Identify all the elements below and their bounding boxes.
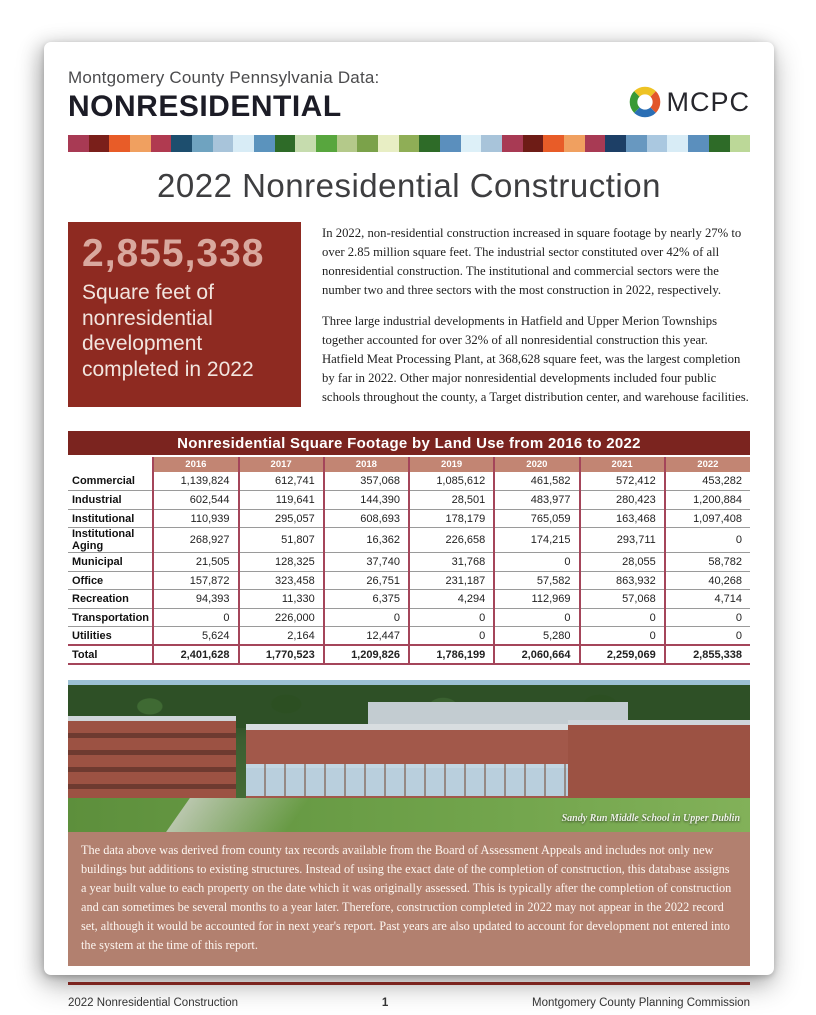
stripe-segment (688, 135, 709, 152)
table-row (68, 528, 750, 553)
value-cell: 4,294 (409, 590, 494, 609)
value-cell: 51,807 (239, 528, 324, 553)
table-row (68, 627, 750, 646)
aerial-school-photo (68, 680, 750, 832)
value-cell: 163,468 (580, 509, 665, 528)
value-cell: 1,200,884 (665, 491, 750, 510)
stat-caption: Square feet of nonresidential development completed in 2022 (82, 281, 254, 381)
value-cell: 57,582 (494, 571, 579, 590)
value-cell: 226,658 (409, 528, 494, 553)
stripe-segment (481, 135, 502, 152)
row-label: Institutional (68, 509, 153, 528)
table-row (68, 608, 750, 627)
value-cell: 0 (409, 608, 494, 627)
stripe-segment (171, 135, 192, 152)
stripe-segment (89, 135, 110, 152)
year-header-cell: 2016 (153, 456, 238, 472)
stripe-segment (667, 135, 688, 152)
row-label: Office (68, 571, 153, 590)
value-cell: 2,259,069 (580, 645, 665, 664)
value-cell: 58,782 (665, 553, 750, 572)
year-header-cell: 2017 (239, 456, 324, 472)
table-body (68, 472, 750, 664)
page-footer (68, 997, 750, 1009)
value-cell: 1,097,408 (665, 509, 750, 528)
table-row (68, 491, 750, 510)
stripe-segment (502, 135, 523, 152)
value-cell: 461,582 (494, 472, 579, 491)
stripe-segment (254, 135, 275, 152)
stripe-segment (130, 135, 151, 152)
stripe-segment (543, 135, 564, 152)
value-cell: 57,068 (580, 590, 665, 609)
row-label: Industrial (68, 491, 153, 510)
stripe-segment (68, 135, 89, 152)
year-blank-cell (68, 456, 153, 472)
value-cell: 1,770,523 (239, 645, 324, 664)
stripe-segment (605, 135, 626, 152)
land-use-table (68, 431, 750, 665)
value-cell: 21,505 (153, 553, 238, 572)
value-cell: 28,055 (580, 553, 665, 572)
footer-right: Montgomery County Planning Commission (532, 997, 750, 1010)
value-cell: 0 (580, 627, 665, 646)
value-cell: 231,187 (409, 571, 494, 590)
mcpc-logo (627, 84, 751, 120)
value-cell: 28,501 (409, 491, 494, 510)
year-header-cell: 2020 (494, 456, 579, 472)
row-label: Recreation (68, 590, 153, 609)
table-row (68, 472, 750, 491)
footer-left: 2022 Nonresidential Construction (68, 997, 239, 1010)
value-cell: 226,000 (239, 608, 324, 627)
pinwheel-icon (627, 84, 663, 120)
value-cell: 602,544 (153, 491, 238, 510)
stripe-segment (564, 135, 585, 152)
value-cell: 4,714 (665, 590, 750, 609)
year-header-cell: 2021 (580, 456, 665, 472)
document-title: NONRESIDENTIAL (68, 90, 342, 123)
logo-text: MCPC (666, 86, 750, 117)
table-row (68, 590, 750, 609)
value-cell: 112,969 (494, 590, 579, 609)
value-cell: 157,872 (153, 571, 238, 590)
table-row (68, 571, 750, 590)
table-title-row (68, 431, 750, 456)
table-total-row (68, 645, 750, 664)
intro-section (68, 222, 750, 407)
stripe-segment (275, 135, 296, 152)
value-cell: 2,855,338 (665, 645, 750, 664)
stripe-segment (337, 135, 358, 152)
stripe-segment (151, 135, 172, 152)
stripe-segment (523, 135, 544, 152)
stripe-segment (192, 135, 213, 152)
value-cell: 11,330 (239, 590, 324, 609)
value-cell: 2,164 (239, 627, 324, 646)
value-cell: 0 (409, 627, 494, 646)
value-cell: 608,693 (324, 509, 409, 528)
header (68, 68, 750, 124)
value-cell: 572,412 (580, 472, 665, 491)
color-stripe (68, 135, 750, 152)
year-header-cell: 2022 (665, 456, 750, 472)
document-page (44, 42, 774, 1010)
value-cell: 323,458 (239, 571, 324, 590)
stripe-segment (419, 135, 440, 152)
value-cell: 31,768 (409, 553, 494, 572)
row-label: Transportation (68, 608, 153, 627)
value-cell: 483,977 (494, 491, 579, 510)
row-label: Total (68, 645, 153, 664)
value-cell: 174,215 (494, 528, 579, 553)
stripe-segment (399, 135, 420, 152)
row-label: Commercial (68, 472, 153, 491)
table-title: Nonresidential Square Footage by Land Use from 2016 to 2022 (68, 431, 750, 456)
value-cell: 94,393 (153, 590, 238, 609)
land-use-table-section (68, 431, 750, 665)
row-label: Municipal (68, 553, 153, 572)
table-row (68, 553, 750, 572)
stripe-segment (626, 135, 647, 152)
stat-box (68, 222, 301, 407)
stripe-segment (295, 135, 316, 152)
value-cell: 128,325 (239, 553, 324, 572)
value-cell: 0 (494, 608, 579, 627)
value-cell: 280,423 (580, 491, 665, 510)
walkway-graphic (166, 798, 340, 832)
value-cell: 2,060,664 (494, 645, 579, 664)
footer-rule (68, 982, 750, 985)
value-cell: 357,068 (324, 472, 409, 491)
value-cell: 110,939 (153, 509, 238, 528)
header-eyebrow: Montgomery County Pennsylvania Data: (68, 68, 380, 87)
value-cell: 119,641 (239, 491, 324, 510)
stripe-segment (440, 135, 461, 152)
stripe-segment (709, 135, 730, 152)
value-cell: 0 (665, 627, 750, 646)
value-cell: 1,209,826 (324, 645, 409, 664)
value-cell: 1,139,824 (153, 472, 238, 491)
value-cell: 5,624 (153, 627, 238, 646)
stat-number: 2,855,338 (82, 232, 265, 275)
value-cell: 863,932 (580, 571, 665, 590)
stripe-segment (109, 135, 130, 152)
value-cell: 144,390 (324, 491, 409, 510)
value-cell: 26,751 (324, 571, 409, 590)
right-wing-graphic (568, 720, 750, 800)
value-cell: 178,179 (409, 509, 494, 528)
value-cell: 1,786,199 (409, 645, 494, 664)
value-cell: 1,085,612 (409, 472, 494, 491)
value-cell: 40,268 (665, 571, 750, 590)
value-cell: 0 (665, 608, 750, 627)
value-cell: 0 (324, 608, 409, 627)
value-cell: 765,059 (494, 509, 579, 528)
page-title: 2022 Nonresidential Construction (157, 167, 661, 204)
row-label: Utilities (68, 627, 153, 646)
value-cell: 6,375 (324, 590, 409, 609)
stripe-segment (461, 135, 482, 152)
left-wing-graphic (68, 716, 236, 802)
stripe-segment (647, 135, 668, 152)
stripe-segment (378, 135, 399, 152)
year-header-cell: 2018 (324, 456, 409, 472)
photo-caption: Sandy Run Middle School in Upper Dublin (561, 812, 740, 824)
table-year-row (68, 456, 750, 472)
stripe-segment (585, 135, 606, 152)
value-cell: 37,740 (324, 553, 409, 572)
intro-paragraphs (322, 222, 750, 407)
stripe-segment (233, 135, 254, 152)
paragraph-1: In 2022, non-residential construction increased in square footage by nearly 27% to over 2.85 million square feet. The industrial sector constituted over 42% of all nonresidential construction. The institutional and commercial sectors were the number two and three sectors with the most construction in 2022, respectively. (322, 226, 742, 298)
data-source-footnote: The data above was derived from county tax records available from the Board of Assessment Appeals and includes not only new buildings but additions to existing structures. Instead of using the exact date of the completion of construction, this database assigns a year built value to each property on the date which it was originally assessed. This is typically after the completion of construction and can sometimes be several months to a year later. Therefore, construction completed in 2022 may not appear in the 2022 record set, although it would be accounted for in next year's report. Past years are also updated to account for development not entered into the system at the time of this report. (68, 832, 750, 966)
value-cell: 16,362 (324, 528, 409, 553)
page-number: 1 (381, 997, 389, 1010)
value-cell: 453,282 (665, 472, 750, 491)
value-cell: 293,711 (580, 528, 665, 553)
year-header-cell: 2019 (409, 456, 494, 472)
stripe-segment (213, 135, 234, 152)
value-cell: 0 (580, 608, 665, 627)
value-cell: 0 (665, 528, 750, 553)
stripe-segment (730, 135, 751, 152)
table-row (68, 509, 750, 528)
value-cell: 0 (494, 553, 579, 572)
row-label: Institutional Aging (68, 528, 153, 553)
header-titles (68, 68, 379, 124)
value-cell: 295,057 (239, 509, 324, 528)
value-cell: 268,927 (153, 528, 238, 553)
stripe-segment (357, 135, 378, 152)
value-cell: 2,401,628 (153, 645, 238, 664)
value-cell: 12,447 (324, 627, 409, 646)
value-cell: 612,741 (239, 472, 324, 491)
stripe-segment (316, 135, 337, 152)
value-cell: 5,280 (494, 627, 579, 646)
value-cell: 0 (153, 608, 238, 627)
paragraph-2: Three large industrial developments in Hatfield and Upper Merion Townships together accounted for over 32% of all nonresidential construction this year. Hatfield Meat Processing Plant, at 368,628 square feet, was the largest completion by far in 2022. Other major nonresidential developments included four public schools throughout the county, a Target distribution center, and warehouse facilities. (322, 314, 749, 405)
